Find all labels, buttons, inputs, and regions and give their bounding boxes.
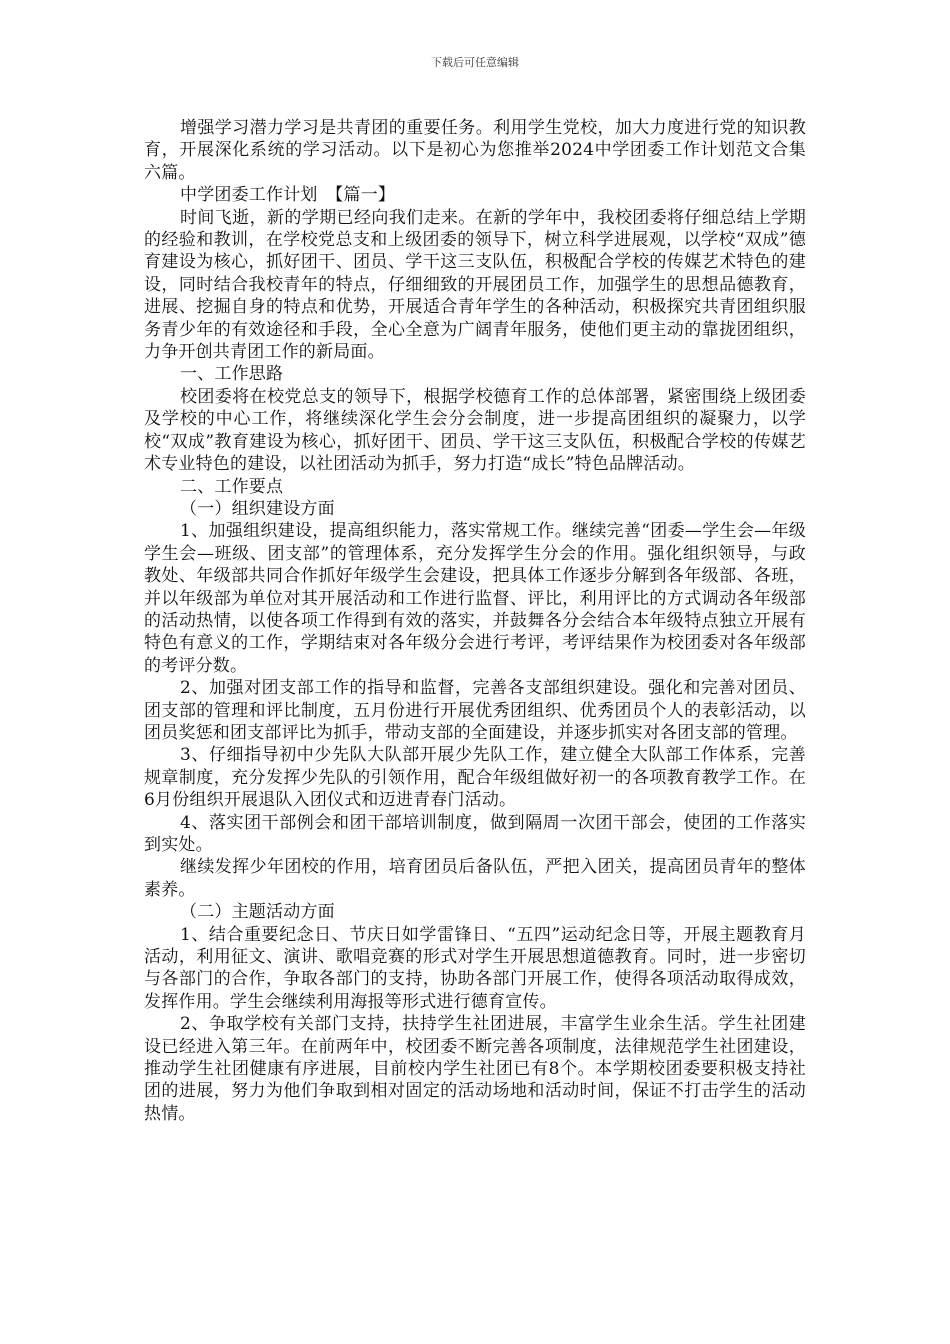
section-title: 中学团委工作计划 【篇一】 — [180, 185, 396, 206]
intro-paragraph: 增强学习潜力学习是共青团的重要任务。利用学生党校，加大力度进行党的知识教育，开展深化系统的学习活动。以下是初心为您推举2024中学团委工作计划范文合集六篇。 — [144, 118, 806, 183]
body-paragraph: 2、加强对团支部工作的指导和监督，完善各支部组织建设。强化和完善对团员、团支部的管理和评比制度，五月份进行开展优秀团组织、优秀团员个人的表彰活动，以团员奖惩和团支部评比为抓手，带动支部的全面建设，并逐步抓实对各团支部的管理。 — [144, 678, 806, 743]
subsection-heading: （二）主题活动方面 — [180, 902, 335, 923]
body-paragraph: 4、落实团干部例会和团干部培训制度，做到隔周一次团干部会，使团的工作落实到实处。 — [144, 812, 806, 855]
body-paragraph: 1、加强组织建设，提高组织能力，落实常规工作。继续完善“团委—学生会—年级学生会—班级、团支部”的管理体系，充分发挥学生分会的作用。强化组织领导，与政教处、年级部共同合作抓好年级学生会建设，把具体工作逐步分解到各年级部、各班，并以年级部为单位对其开展活动和工作进行监督、评比，利用评比的方式调动各年级部的活动热情，以使各项工作得到有效的落实，并鼓舞各分会结合本年级特点独立开展有特色有意义的工作，学期结束对各年级分会进行考评，考评结果作为校团委对各年级部的考评分数。 — [144, 521, 806, 676]
body-paragraph: 2、争取学校有关部门支持，扶持学生社团进展，丰富学生业余生活。学生社团建设已经进入第三年。在前两年中，校团委不断完善各项制度，法律规范学生社团建设，推动学生社团健康有序进展，目前校内学生社团已有8个。本学期校团委要积极支持社团的进展，努力为他们争取到相对固定的活动场地和活动时间，保证不打击学生的活动热情。 — [144, 1014, 806, 1124]
page-header: 下载后可任意编辑 — [431, 56, 519, 69]
section-heading: 二、工作要点 — [180, 476, 284, 497]
subsection-heading: （一）组织建设方面 — [180, 498, 335, 519]
body-paragraph: 继续发挥少年团校的作用，培育团员后备队伍，严把入团关，提高团员青年的整体素养。 — [144, 857, 806, 900]
section-heading: 一、工作思路 — [180, 364, 284, 385]
body-paragraph: 校团委将在校党总支的领导下，根据学校德育工作的总体部署，紧密围绕上级团委及学校的中心工作，将继续深化学生会分会制度，进一步提高团组织的凝聚力，以学校“双成”教育建设为核心，抓好团干、团员、学干这三支队伍，积极配合学校的传媒艺术专业特色的建设，以社团活动为抓手，努力打造“成长”特色品牌活动。 — [144, 386, 806, 475]
document-body — [144, 117, 806, 1125]
body-paragraph: 时间飞逝，新的学期已经向我们走来。在新的学年中，我校团委将仔细总结上学期的经验和教训，在学校党总支和上级团委的领导下，树立科学进展观，以学校“双成”德育建设为核心，抓好团干、团员、学干这三支队伍，积极配合学校的传媒艺术特色的建设，同时结合我校青年的特点，仔细细致的开展团员工作，加强学生的思想品德教育，进展、挖掘自身的特点和优势，开展适合青年学生的各种活动，积极探究共青团组织服务青少年的有效途径和手段，全心全意为广阔青年服务，使他们更主动的靠拢团组织，力争开创共青团工作的新局面。 — [144, 207, 806, 363]
body-paragraph: 1、结合重要纪念日、节庆日如学雷锋日、“五四”运动纪念日等，开展主题教育月活动，利用征文、演讲、歌唱竞赛的形式对学生开展思想道德教育。同时，进一步密切与各部门的合作，争取各部门的支持，协助各部门开展工作，使得各项活动取得成效，发挥作用。学生会继续利用海报等形式进行德育宣传。 — [144, 924, 806, 1012]
body-paragraph: 3、仔细指导初中少先队大队部开展少先队工作，建立健全大队部工作体系，完善规章制度，充分发挥少先队的引领作用，配合年级组做好初一的各项教育教学工作。在6月份组织开展退队入团仪式和迈进青春门活动。 — [144, 745, 806, 811]
